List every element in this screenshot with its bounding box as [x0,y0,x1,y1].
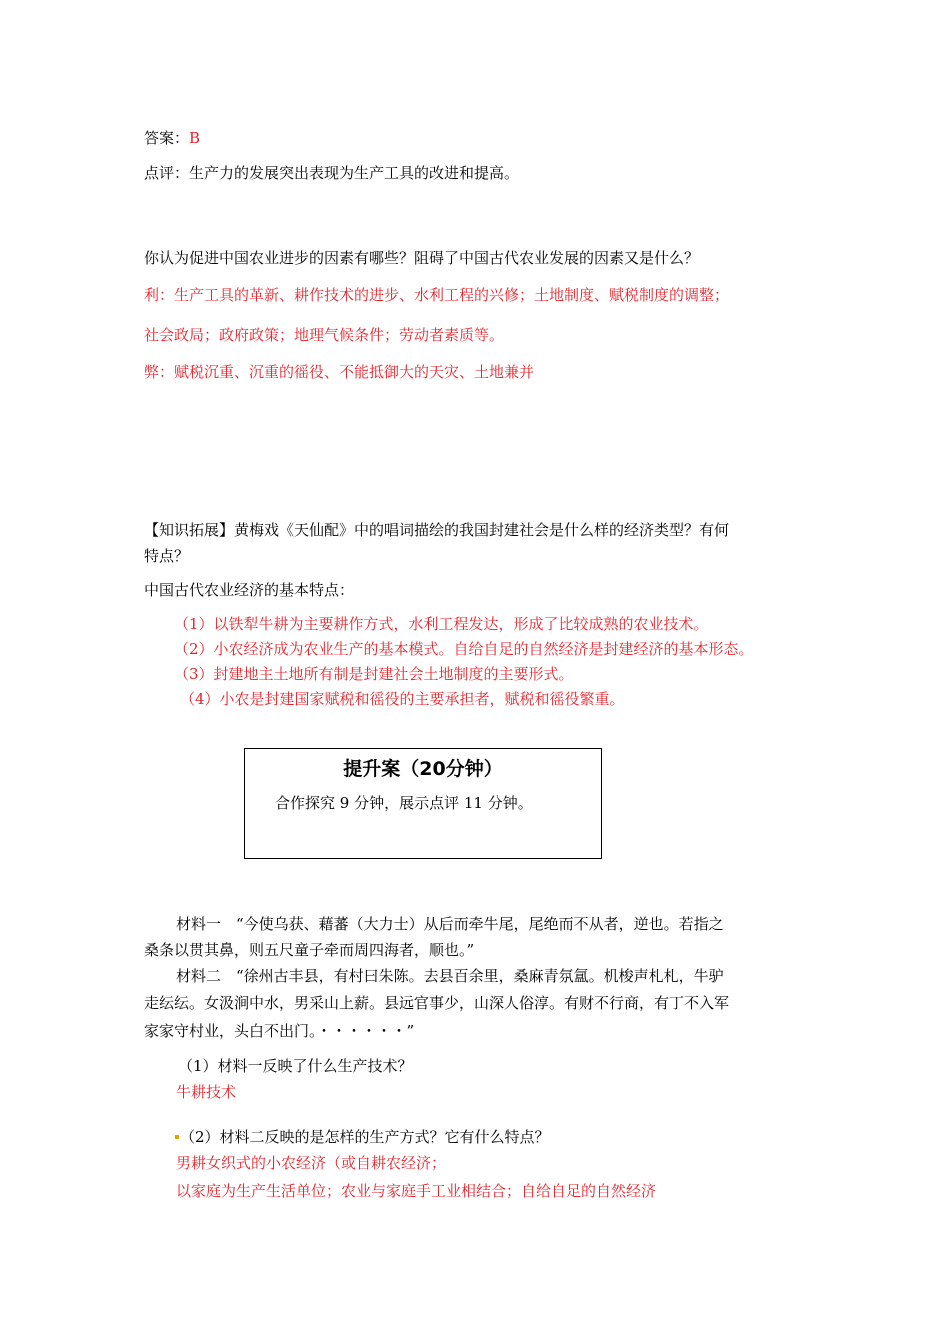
sub-question-2-answer-line-1: 男耕女织式的小农经济（或自耕农经济； [176,1154,447,1172]
factors-answer-line-2: 社会政局；政府政策；地理气候条件；劳动者素质等。 [144,326,505,344]
promotion-text: 合作探究 9 分钟，展示点评 11 分钟。 [275,794,533,812]
sub-question-1: （1）材料一反映了什么生产技术？ [178,1057,413,1075]
feature-point-4: （4）小农是封建国家赋税和徭役的主要承担者，赋税和徭役繁重。 [180,690,625,708]
answer-label: 答案： [144,129,190,147]
comment-line: 点评：生产力的发展突出表现为生产工具的改进和提高。 [144,164,520,182]
factors-answer-line-3: 弊：赋税沉重、沉重的徭役、不能抵御大的天灾、土地兼并 [144,363,535,381]
sub-question-1-answer: 牛耕技术 [176,1083,237,1101]
factors-answer-line-1: 利：生产工具的革新、耕作技术的进步、水利工程的兴修；土地制度、赋税制度的调整； [144,286,730,304]
knowledge-extension-line-1: 【知识拓展】黄梅戏《天仙配》中的唱词描绘的我国封建社会是什么样的经济类型？有何 [144,521,730,539]
answer-line [144,128,200,148]
material-2-line-3: 家家守村业，头白不出门。・・・・・・” [144,1022,415,1040]
features-heading: 中国古代农业经济的基本特点： [144,581,355,599]
paragraph-marker-icon [175,1135,179,1139]
material-2-line-1: 材料二 “徐州古丰县，有村曰朱陈。去县百余里，桑麻青氛氲。机梭声札札，牛驴 [176,967,724,985]
feature-point-2: （2）小农经济成为农业生产的基本模式。自给自足的自然经济是封建经济的基本形态。 [174,640,754,658]
sub-question-2: （2）材料二反映的是怎样的生产方式？它有什么特点？ [180,1128,550,1146]
feature-point-3: （3）封建地主土地所有制是封建社会土地制度的主要形式。 [174,665,574,683]
knowledge-extension-line-2: 特点？ [144,547,190,565]
answer-value: B [189,129,201,147]
promotion-title: 提升案（20分钟） [343,758,503,780]
question-factors: 你认为促进中国农业进步的因素有哪些？阻碍了中国古代农业发展的因素又是什么？ [144,249,700,267]
sub-question-2-answer-line-2: 以家庭为生产生活单位；农业与家庭手工业相结合；自给自足的自然经济 [176,1182,657,1200]
material-1-line-2: 桑条以贯其鼻，则五尺童子牵而周四海者，顺也。” [144,941,475,959]
material-1-line-1: 材料一 “今使乌获、藉蕃（大力士）从后而牵牛尾，尾绝而不从者，逆也。若指之 [176,915,724,933]
feature-point-1: （1）以铁犁牛耕为主要耕作方式，水利工程发达，形成了比较成熟的农业技术。 [174,615,709,633]
material-2-line-2: 走纭纭。女汲涧中水，男采山上薪。县远官事少，山深人俗淳。有财不行商，有丁不入军 [144,994,730,1012]
promotion-box [244,748,602,859]
